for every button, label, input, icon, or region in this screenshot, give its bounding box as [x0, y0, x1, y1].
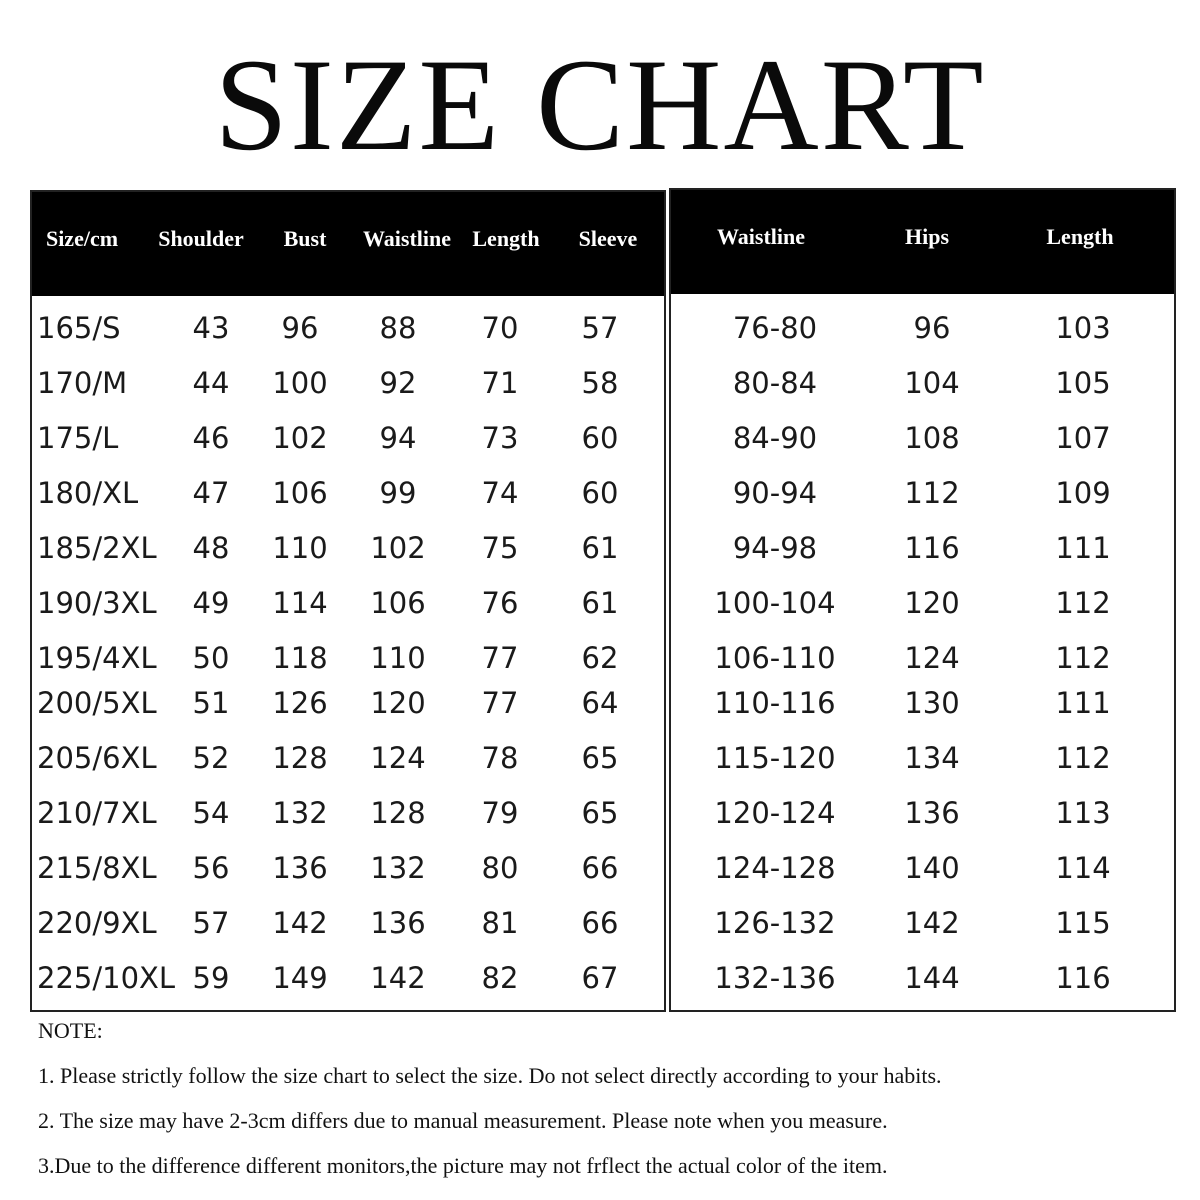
page-title: SIZE CHART: [214, 31, 986, 178]
table-cell: 65: [581, 741, 619, 775]
table-cell: 185/2XL: [37, 531, 157, 565]
table-cell: 102: [370, 531, 426, 565]
header-waistline: Waistline: [362, 226, 452, 251]
table-cell: 128: [272, 741, 328, 775]
table-cell: 220/9XL: [37, 906, 157, 940]
table-cell: 47: [192, 476, 230, 510]
table-cell: 106: [272, 476, 328, 510]
table-cell: 94: [379, 421, 417, 455]
note-line-3: 3.Due to the difference different monitors,the picture may not frflect the actual color of the item.: [38, 1153, 888, 1178]
table-cell: 124-128: [714, 851, 836, 885]
table-cell: 46: [192, 421, 230, 455]
table-cell: 78: [481, 741, 519, 775]
table-cell: 142: [272, 906, 328, 940]
table-cell: 50: [192, 641, 230, 675]
table-cell: 110: [272, 531, 328, 565]
table-cell: 73: [481, 421, 519, 455]
table-row: [671, 468, 1174, 518]
table-row: [671, 413, 1174, 463]
table-cell: 66: [581, 906, 619, 940]
table-row: [32, 633, 664, 683]
note-line-2: 2. The size may have 2-3cm differs due to manual measurement. Please note when you measure.: [38, 1108, 888, 1133]
table-cell: 116: [904, 531, 960, 565]
table-cell: 111: [1055, 531, 1111, 565]
note-line-1: 1. Please strictly follow the size chart to select the size. Do not select directly according to your habits.: [38, 1063, 942, 1088]
table-cell: 84-90: [732, 421, 818, 455]
table-cell: 80-84: [732, 366, 818, 400]
table-row: [32, 358, 664, 408]
table-cell: 104: [904, 366, 960, 400]
table-cell: 205/6XL: [37, 741, 157, 775]
table-cell: 74: [481, 476, 519, 510]
table-cell: 92: [379, 366, 417, 400]
notes-heading: NOTE:: [38, 1018, 103, 1043]
header-waistline: Waistline: [716, 224, 806, 249]
table-cell: 94-98: [732, 531, 818, 565]
table-cell: 77: [481, 641, 519, 675]
table-cell: 134: [904, 741, 960, 775]
top-size-table: [30, 190, 666, 1012]
table-cell: 140: [904, 851, 960, 885]
table-cell: 108: [904, 421, 960, 455]
table-cell: 114: [272, 586, 328, 620]
table-cell: 60: [581, 476, 619, 510]
table-cell: 62: [581, 641, 619, 675]
table-cell: 56: [192, 851, 230, 885]
table-cell: 120: [370, 686, 426, 720]
table-row: [32, 898, 664, 948]
table-cell: 126-132: [714, 906, 836, 940]
table-cell: 99: [379, 476, 417, 510]
table-cell: 76: [481, 586, 519, 620]
header-shoulder: Shoulder: [158, 226, 244, 251]
table-cell: 79: [481, 796, 519, 830]
table-cell: 115-120: [714, 741, 836, 775]
table-cell: 130: [904, 686, 960, 720]
table-cell: 106: [370, 586, 426, 620]
table-row: [671, 898, 1174, 948]
table-cell: 51: [192, 686, 230, 720]
table-row: [671, 303, 1174, 353]
table-row: [671, 523, 1174, 573]
table-cell: 64: [581, 686, 619, 720]
table-cell: 110-116: [714, 686, 836, 720]
table-cell: 190/3XL: [37, 586, 157, 620]
top-table-header: [32, 192, 664, 296]
table-cell: 75: [481, 531, 519, 565]
table-cell: 49: [192, 586, 230, 620]
table-cell: 136: [272, 851, 328, 885]
table-cell: 96: [281, 311, 319, 345]
table-row: [32, 733, 664, 783]
header-bust: Bust: [283, 226, 327, 251]
bottom-size-table: [669, 188, 1176, 1012]
table-cell: 96: [913, 311, 951, 345]
table-cell: 52: [192, 741, 230, 775]
table-cell: 115: [1055, 906, 1111, 940]
table-cell: 180/XL: [37, 476, 139, 510]
table-cell: 61: [581, 531, 619, 565]
table-cell: 165/S: [37, 311, 121, 345]
table-cell: 103: [1055, 311, 1111, 345]
table-cell: 170/M: [37, 366, 128, 400]
table-cell: 106-110: [714, 641, 836, 675]
table-cell: 136: [904, 796, 960, 830]
table-cell: 61: [581, 586, 619, 620]
header-length: Length: [1046, 224, 1114, 249]
table-cell: 215/8XL: [37, 851, 157, 885]
table-cell: 120: [904, 586, 960, 620]
table-cell: 112: [1055, 641, 1111, 675]
table-cell: 132: [272, 796, 328, 830]
table-cell: 142: [904, 906, 960, 940]
table-cell: 70: [481, 311, 519, 345]
table-row: [32, 578, 664, 628]
header-sleeve: Sleeve: [578, 226, 638, 251]
table-cell: 144: [904, 961, 960, 995]
table-cell: 142: [370, 961, 426, 995]
table-row: [32, 788, 664, 838]
table-cell: 60: [581, 421, 619, 455]
table-cell: 88: [379, 311, 417, 345]
table-cell: 81: [481, 906, 519, 940]
table-row: [32, 303, 664, 353]
table-cell: 100-104: [714, 586, 836, 620]
table-row: [32, 468, 664, 518]
table-cell: 82: [481, 961, 519, 995]
table-cell: 57: [192, 906, 230, 940]
table-row: [32, 953, 664, 1003]
table-cell: 126: [272, 686, 328, 720]
table-cell: 136: [370, 906, 426, 940]
table-cell: 200/5XL: [37, 686, 157, 720]
table-cell: 65: [581, 796, 619, 830]
table-row: [32, 843, 664, 893]
table-cell: 114: [1055, 851, 1111, 885]
table-cell: 110: [370, 641, 426, 675]
table-cell: 225/10XL: [37, 961, 176, 995]
table-cell: 132-136: [714, 961, 836, 995]
table-cell: 71: [481, 366, 519, 400]
table-cell: 57: [581, 311, 619, 345]
table-row: [671, 788, 1174, 838]
table-row: [671, 358, 1174, 408]
table-row: [32, 678, 664, 728]
table-cell: 210/7XL: [37, 796, 157, 830]
table-row: [671, 843, 1174, 893]
table-row: [671, 953, 1174, 1003]
table-cell: 132: [370, 851, 426, 885]
table-cell: 90-94: [732, 476, 818, 510]
header-size: Size/cm: [45, 226, 119, 251]
table-row: [671, 733, 1174, 783]
table-cell: 102: [272, 421, 328, 455]
table-row: [671, 633, 1174, 683]
table-cell: 58: [581, 366, 619, 400]
table-cell: 111: [1055, 686, 1111, 720]
table-cell: 128: [370, 796, 426, 830]
table-cell: 44: [192, 366, 230, 400]
table-cell: 124: [904, 641, 960, 675]
table-cell: 116: [1055, 961, 1111, 995]
table-cell: 107: [1055, 421, 1111, 455]
header-hips: Hips: [904, 224, 950, 249]
table-cell: 113: [1055, 796, 1111, 830]
table-row: [671, 678, 1174, 728]
table-cell: 120-124: [714, 796, 836, 830]
table-cell: 59: [192, 961, 230, 995]
table-cell: 80: [481, 851, 519, 885]
table-cell: 175/L: [37, 421, 119, 455]
table-cell: 118: [272, 641, 328, 675]
table-cell: 66: [581, 851, 619, 885]
table-cell: 109: [1055, 476, 1111, 510]
table-cell: 112: [1055, 741, 1111, 775]
bottom-table-header: [671, 190, 1174, 294]
table-cell: 54: [192, 796, 230, 830]
table-cell: 77: [481, 686, 519, 720]
table-cell: 112: [904, 476, 960, 510]
table-cell: 105: [1055, 366, 1111, 400]
table-cell: 124: [370, 741, 426, 775]
table-row: [32, 523, 664, 573]
table-row: [671, 578, 1174, 628]
table-cell: 100: [272, 366, 328, 400]
table-cell: 67: [581, 961, 619, 995]
table-cell: 76-80: [732, 311, 818, 345]
table-row: [32, 413, 664, 463]
table-cell: 48: [192, 531, 230, 565]
table-cell: 112: [1055, 586, 1111, 620]
table-cell: 195/4XL: [37, 641, 157, 675]
table-cell: 43: [192, 311, 230, 345]
notes-section: [38, 1016, 1188, 1181]
header-length: Length: [472, 226, 540, 251]
table-cell: 149: [272, 961, 328, 995]
